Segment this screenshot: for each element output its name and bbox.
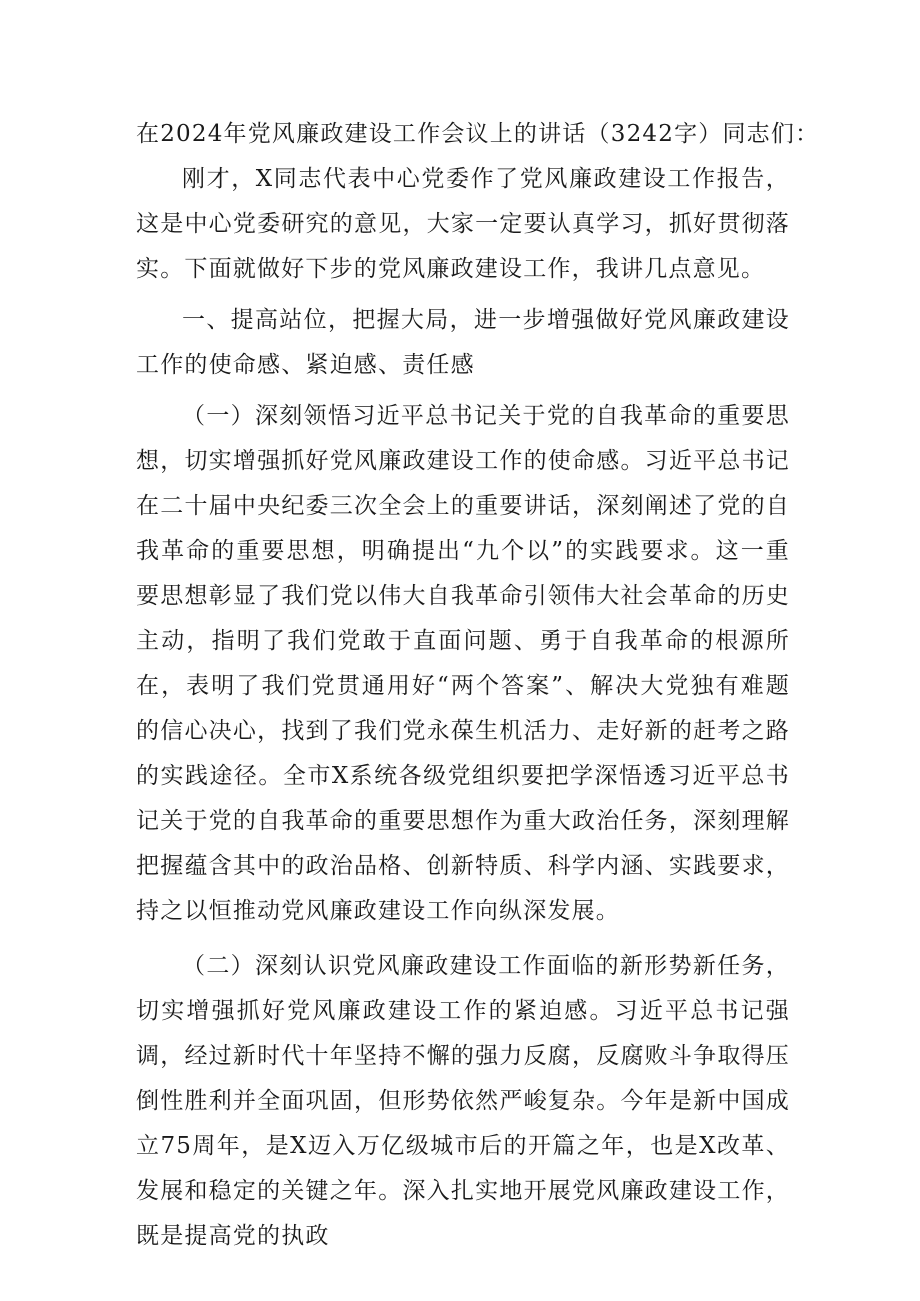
subsection-two-paragraph: （二）深刻认识党风廉政建设工作面临的新形势新任务，切实增强抓好党风廉政建设工作的紧迫感。习近平总书记强调，经过新时代十年坚持不懈的强力反腐，反腐败斗争取得压倒性胜利并全面巩固，但形势依然严峻复杂。今年是新中国成立75周年，是X迈入万亿级城市后的开篇之年，也是X改革、发展和稳定的关键之年。深入扎实地开展党风廉政建设工作，既是提高党的执政 [136, 953, 790, 1249]
intro-paragraph: 刚才，X同志代表中心党委作了党风廉政建设工作报告，这是中心党委研究的意见，大家一定要认真学习，抓好贯彻落实。下面就做好下步的党风廉政建设工作，我讲几点意见。 [136, 166, 790, 282]
section-one-heading: 一、提高站位，把握大局，进一步增强做好党风廉政建设工作的使命感、紧迫感、责任感 [136, 307, 790, 378]
document-body [136, 112, 820, 1259]
subsection-one-paragraph: （一）深刻领悟习近平总书记关于党的自我革命的重要思想，切实增强抓好党风廉政建设工作的使命感。习近平总书记在二十届中央纪委三次全会上的重要讲话，深刻阐述了党的自我革命的重要思想，明确提出“九个以”的实践要求。这一重要思想彰显了我们党以伟大自我革命引领伟大社会革命的历史主动，指明了我们党敢于直面问题、勇于自我革命的根源所在，表明了我们党贯通用好“两个答案”、解决大党独有难题的信心决心，找到了我们党永葆生机活力、走好新的赶考之路的实践途径。全市X系统各级党组织要把学深悟透习近平总书记关于党的自我革命的重要思想作为重大政治任务，深刻理解把握蕴含其中的政治品格、创新特质、科学内涵、实践要求，持之以恒推动党风廉政建设工作向纵深发展。 [136, 403, 790, 924]
document-title-line: 在2024年党风廉政建设工作会议上的讲话（3242字）同志们： [136, 121, 820, 147]
